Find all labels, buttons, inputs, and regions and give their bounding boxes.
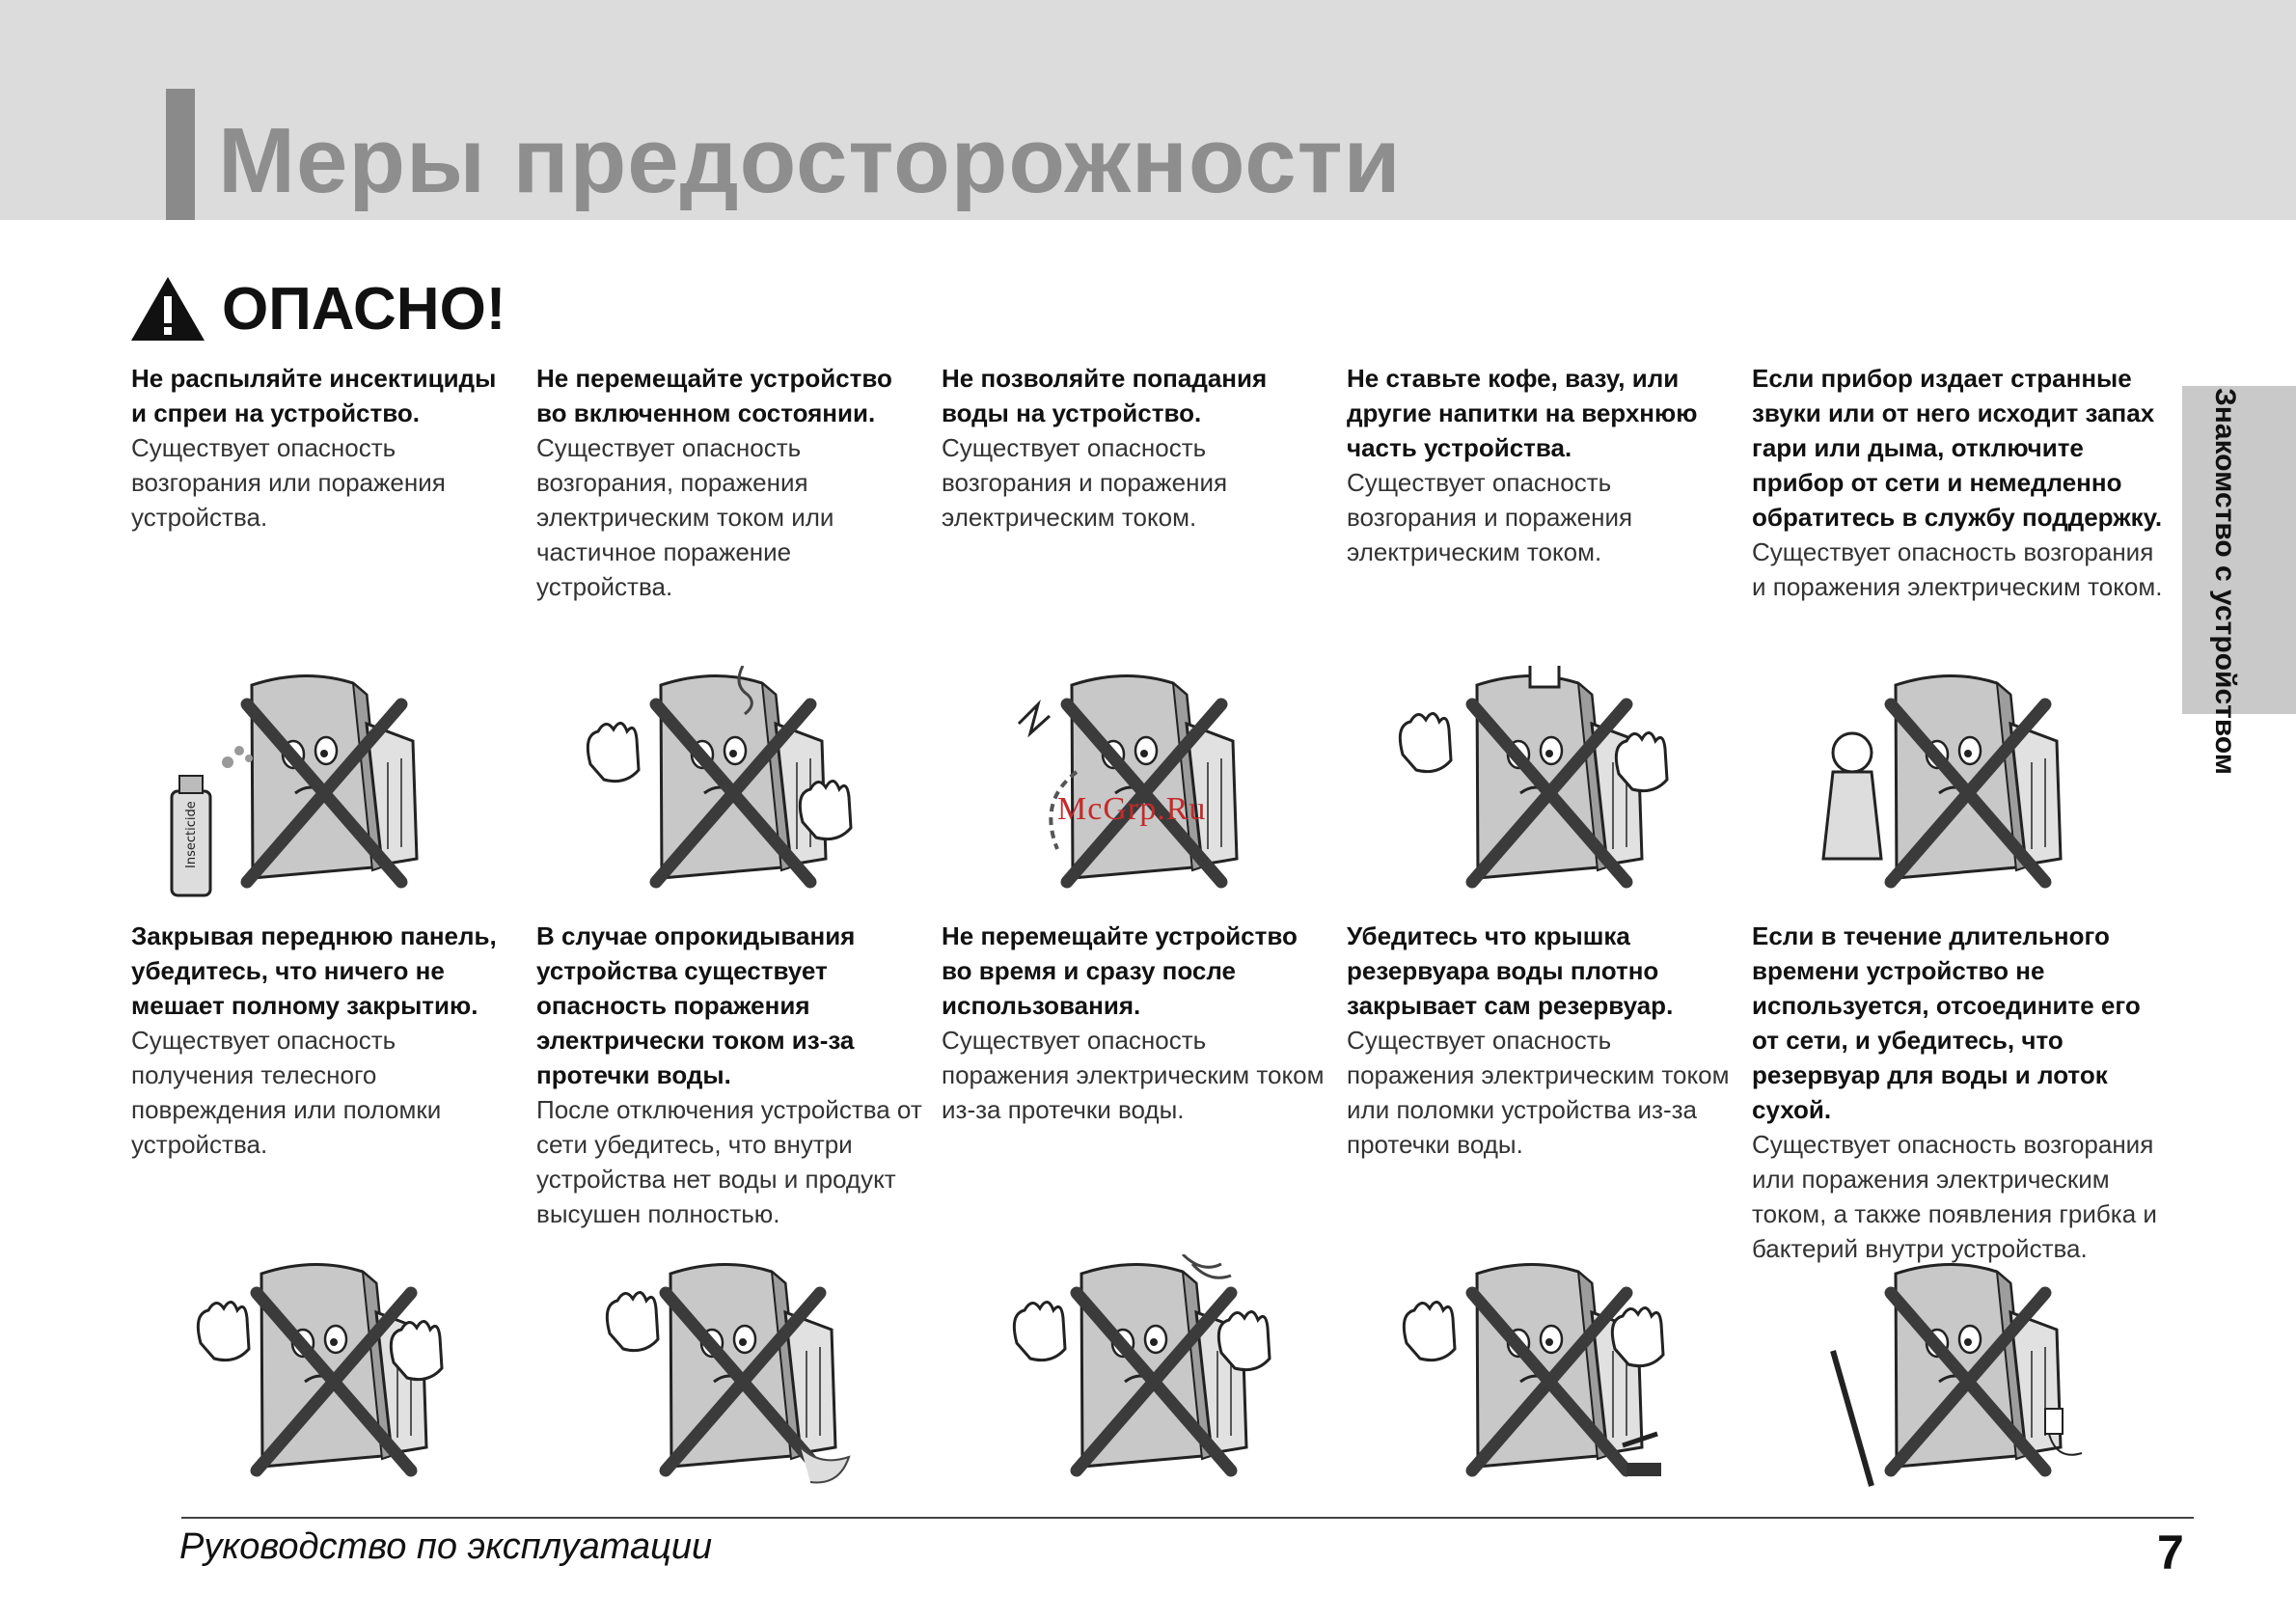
warning-triangle-icon (127, 273, 208, 344)
warning-title: Не перемещайте устройство во включенном состоянии. (536, 364, 892, 427)
warning-title: Не перемещайте устройство во время и сразу после использования. (942, 921, 1298, 1020)
warning-block-9 (1347, 919, 1733, 1162)
illustration-water (980, 666, 1270, 907)
illustration-tank-cap (1385, 1254, 1675, 1496)
illustration-moving-on (569, 666, 859, 907)
warning-block-10 (1752, 919, 2167, 1266)
warning-block-3 (942, 361, 1327, 535)
warning-detail: Существует опасность получения телесного повреждения или поломки устройства. (131, 1026, 442, 1159)
warning-title: Не ставьте кофе, вазу, или другие напитки на верхнюю часть устройства. (1347, 364, 1698, 462)
warning-block-4 (1347, 361, 1733, 569)
warning-block-2 (536, 361, 922, 604)
footer-manual-label: Руководство по эксплуатации (179, 1526, 713, 1567)
illustration-front-panel (170, 1254, 459, 1496)
illustration-cup-on-top (1385, 666, 1675, 907)
side-tab-label: Знакомство с устройством (2209, 388, 2241, 776)
warning-detail: После отключения устройства от сети убедитесь, что внутри устройства нет воды и продукт высушен полностью. (536, 1095, 922, 1228)
warning-block-7 (536, 919, 922, 1231)
danger-heading (127, 270, 506, 347)
warning-title: Если в течение длительного времени устройство не используется, отсоедините его от сети, и убедитесь, что резервуар для воды и лоток сухой. (1752, 921, 2141, 1124)
danger-label: ОПАСНО! (222, 275, 506, 343)
footer-rule (181, 1517, 2194, 1519)
page-title: Меры предосторожности (218, 109, 1402, 212)
illustration-tipping (579, 1254, 868, 1496)
warning-block-8 (942, 919, 1327, 1127)
page-number: 7 (2157, 1525, 2184, 1580)
warning-detail: Существует опасность возгорания или поражения электрическим током, а также появления грибка и бактерий внутри устройства. (1752, 1130, 2157, 1263)
warning-title: Закрывая переднюю панель, убедитесь, что ничего не мешает полному закрытию. (131, 921, 497, 1020)
illustration-strange-sounds (1804, 666, 2093, 907)
warning-detail: Существует опасность возгорания и поражения электрическим током. (1752, 537, 2163, 601)
warning-detail: Существует опасность возгорания, поражения электрическим током или частичное поражение устройства. (536, 433, 834, 601)
illustration-moving-after-use (990, 1254, 1279, 1496)
header-accent-bar (166, 89, 195, 220)
warning-title: Если прибор издает странные звуки или от него исходит запах гари или дыма, отключите прибор от сети и немедленно обратитесь в службу поддержку. (1752, 364, 2163, 532)
illustration-spray (160, 666, 450, 907)
spray-can-label: Insecticide (184, 801, 199, 868)
warning-detail: Существует опасность поражения электрическим током из-за протечки воды. (942, 1026, 1325, 1124)
warning-detail: Существует опасность возгорания или поражения устройства. (131, 433, 446, 532)
illustration-long-storage (1804, 1254, 2093, 1496)
warning-title: В случае опрокидывания устройства существует опасность поражения электрически током из-за протечки воды. (536, 921, 856, 1089)
warning-detail: Существует опасность возгорания и поражения электрическим током. (1347, 468, 1633, 566)
warning-title: Убедитесь что крышка резервуара воды плотно закрывает сам резервуар. (1347, 921, 1674, 1020)
warning-title: Не позволяйте попадания воды на устройство. (942, 364, 1268, 427)
warning-block-6 (131, 919, 517, 1162)
warning-detail: Существует опасность поражения электрическим током или поломки устройства из-за протечки воды. (1347, 1026, 1730, 1159)
warning-block-5 (1752, 361, 2167, 604)
warning-block-1 (131, 361, 517, 535)
warning-detail: Существует опасность возгорания и поражения электрическим током. (942, 433, 1228, 532)
warning-title: Не распыляйте инсектициды и спреи на устройство. (131, 364, 497, 427)
watermark: McGrp.Ru (1057, 791, 1207, 827)
